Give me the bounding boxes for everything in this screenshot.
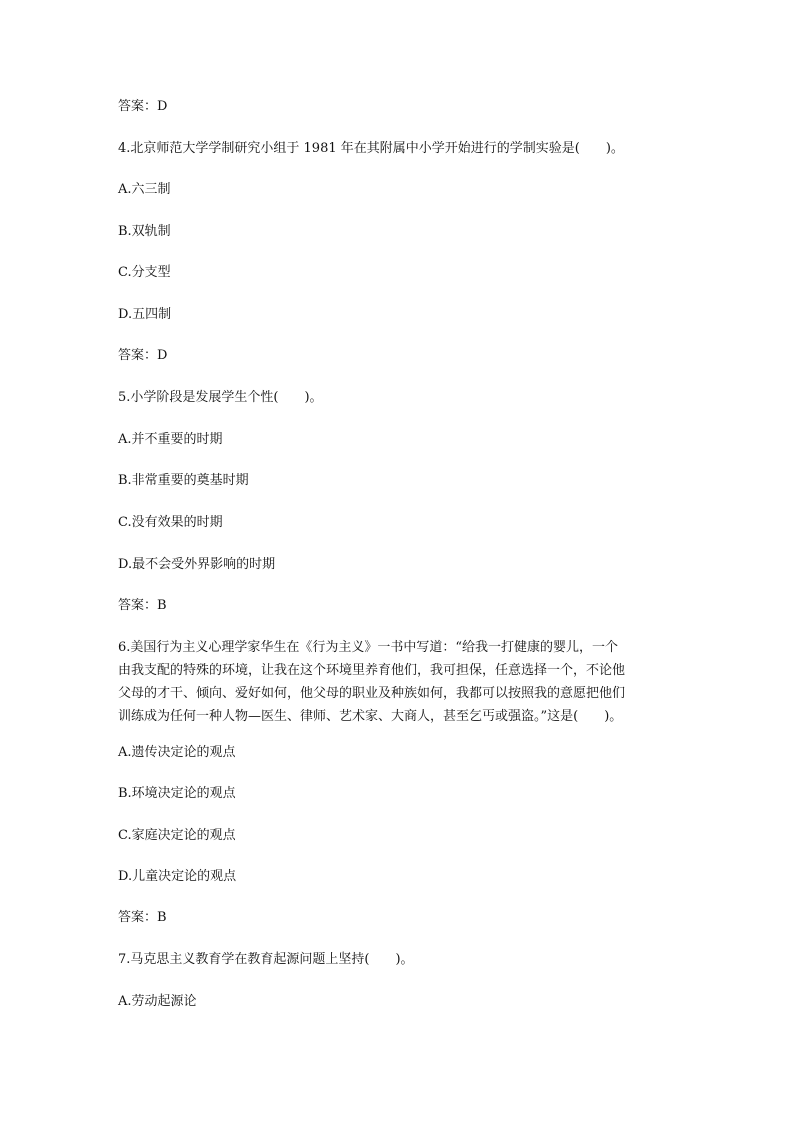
question-5-stem: 5.小学阶段是发展学生个性( )。 <box>118 390 323 405</box>
answer-q6: 答案：B <box>118 910 167 925</box>
question-5-option-b: B.非常重要的奠基时期 <box>118 473 249 488</box>
answer-q4: 答案：D <box>118 348 168 363</box>
answer-q5: 答案：B <box>118 598 167 613</box>
question-6-stem-line-1: 6.美国行为主义心理学家华生在《行为主义》一书中写道：“给我一打健康的婴儿，一个 <box>118 640 619 655</box>
question-6-stem-line-2: 由我支配的特殊的环境，让我在这个环境里养育他们，我可担保，任意选择一个，不论他 <box>118 663 626 678</box>
question-5-option-c: C.没有效果的时期 <box>118 515 223 530</box>
question-4-option-d: D.五四制 <box>118 307 172 322</box>
question-7-stem: 7.马克思主义教育学在教育起源问题上坚持( )。 <box>118 952 414 967</box>
question-4-option-b: B.双轨制 <box>118 224 171 239</box>
question-5-option-a: A.并不重要的时期 <box>118 432 223 447</box>
question-4-stem: 4.北京师范大学学制研究小组于 1981 年在其附属中小学开始进行的学制实验是( )。 <box>118 141 624 156</box>
question-5-option-d: D.最不会受外界影响的时期 <box>118 557 276 572</box>
question-6-option-c: C.家庭决定论的观点 <box>118 828 236 843</box>
question-6-stem-line-4: 训练成为任何一种人物—医生、律师、艺术家、大商人，甚至乞丐或强盗。”这是( )。 <box>118 709 623 724</box>
question-6-option-a: A.遗传决定论的观点 <box>118 745 236 760</box>
question-4-option-c: C.分支型 <box>118 265 171 280</box>
answer-q3: 答案：D <box>118 99 168 114</box>
question-4-option-a: A.六三制 <box>118 182 171 197</box>
question-7-option-a: A.劳动起源论 <box>118 994 197 1009</box>
question-6-stem-line-3: 父母的才干、倾向、爱好如何，他父母的职业及种族如何，我都可以按照我的意愿把他们 <box>118 686 626 701</box>
question-6-option-d: D.儿童决定论的观点 <box>118 869 237 884</box>
question-6-option-b: B.环境决定论的观点 <box>118 786 236 801</box>
